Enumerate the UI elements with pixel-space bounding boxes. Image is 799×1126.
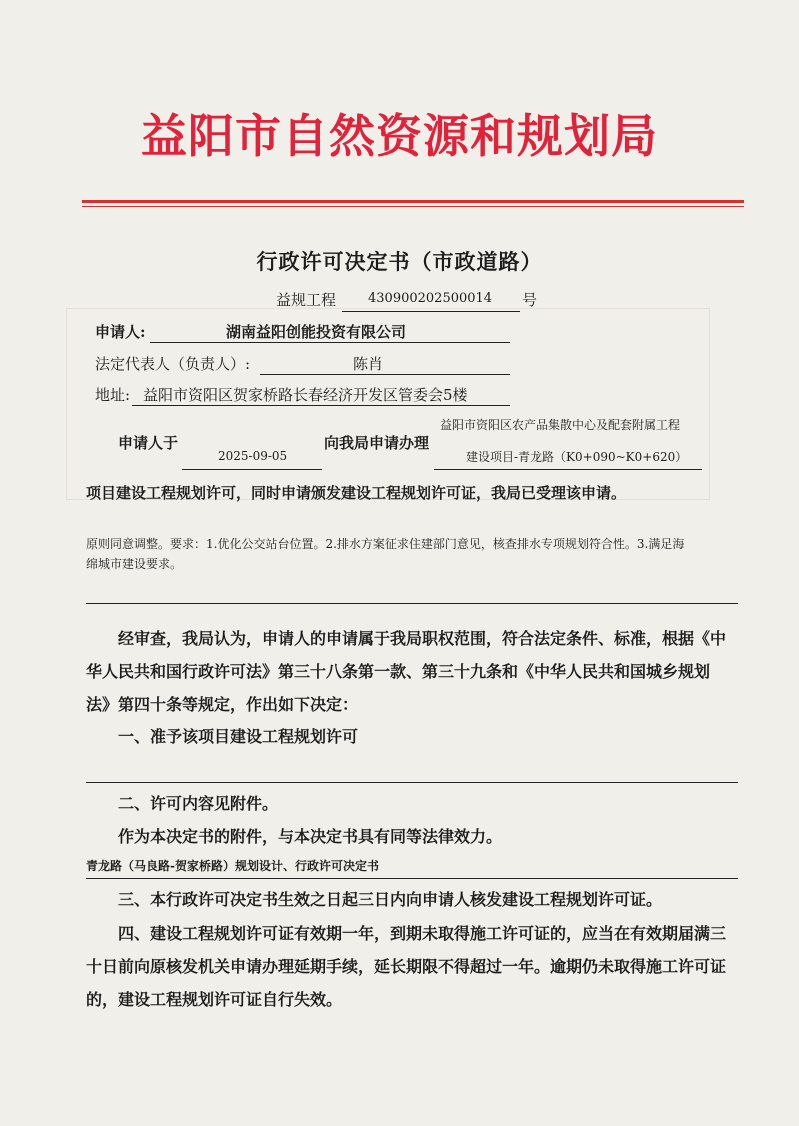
project-name-underline	[434, 469, 702, 470]
application-prefix: 申请人于	[118, 434, 179, 452]
decision-item3: 三、本行政许可决定书生效之日起三日内向申请人核发建设工程规划许可证。	[118, 890, 663, 909]
decision-item4-line2: 十日前向原核发机关申请办理延期手续，延长期限不得超过一年。逾期仍未取得施工许可证	[86, 957, 727, 976]
application-date-underline	[182, 469, 322, 470]
decision-line1: 经审查，我局认为，申请人的申请属于我局职权范围，符合法定条件、标准，根据《中	[118, 629, 727, 648]
decision-item4-line1: 四、建设工程规划许可证有效期一年，到期未取得施工许可证的，应当在有效期届满三	[118, 924, 727, 943]
legal-rep-label: 法定代表人（负责人）:	[95, 355, 251, 373]
decision-item1: 一、准予该项目建设工程规划许可	[118, 727, 359, 746]
application-date: 2025-09-05	[218, 449, 288, 463]
review-note-underline	[86, 603, 738, 604]
applicant-value: 湖南益阳创能投资有限公司	[226, 323, 407, 341]
address-underline	[132, 405, 510, 406]
permit-number-prefix: 益规工程	[276, 291, 337, 309]
attachment-title: 青龙路（马良路-贺家桥路）规划设计、行政许可决定书	[86, 859, 379, 873]
address-label: 地址:	[95, 386, 131, 404]
project-name-line1: 益阳市资阳区农产品集散中心及配套附属工程	[440, 418, 681, 432]
application-statement: 项目建设工程规划许可，同时申请颁发建设工程规划许可证，我局已受理该申请。	[86, 484, 627, 502]
address-value: 益阳市资阳区贺家桥路长春经济开发区管委会5楼	[143, 386, 468, 404]
decision-item4-line3: 的，建设工程规划许可证自行失效。	[86, 990, 343, 1009]
permit-number-suffix: 号	[522, 291, 538, 309]
decision-line2: 华人民共和国行政许可法》第三十八条第一款、第三十九条和《中华人民共和国城乡规划	[86, 662, 711, 681]
applicant-label: 申请人:	[95, 323, 146, 341]
document-title: 行政许可决定书（市政道路）	[256, 249, 543, 274]
legal-rep-underline	[260, 374, 510, 375]
applicant-underline	[150, 342, 510, 343]
permit-number-value: 430900202500014	[368, 291, 493, 306]
decision-item2: 二、许可内容见附件。	[118, 794, 279, 813]
attachment-underline	[86, 878, 738, 879]
decision-item2-note: 作为本决定书的附件，与本决定书具有同等法律效力。	[118, 827, 503, 846]
review-note-line1: 原则同意调整。要求：1.优化公交站台位置。2.排水方案征求住建部门意见，核查排水专项规划符合性。3.满足海	[86, 537, 685, 551]
agency-name: 益阳市自然资源和规划局	[141, 109, 658, 163]
project-name-line2: 建设项目-青龙路（K0+090~K0+620）	[466, 450, 688, 464]
legal-rep-value: 陈肖	[353, 355, 384, 373]
decision-line3: 法》第四十条等规定，作出如下决定：	[86, 695, 359, 714]
review-note-line2: 绵城市建设要求。	[86, 557, 183, 571]
header-rule-thick	[82, 200, 744, 203]
permit-number-underline	[342, 311, 520, 312]
application-middle: 向我局申请办理	[324, 434, 430, 452]
decision-item1-underline	[86, 782, 738, 783]
header-rule-thin	[82, 206, 744, 207]
